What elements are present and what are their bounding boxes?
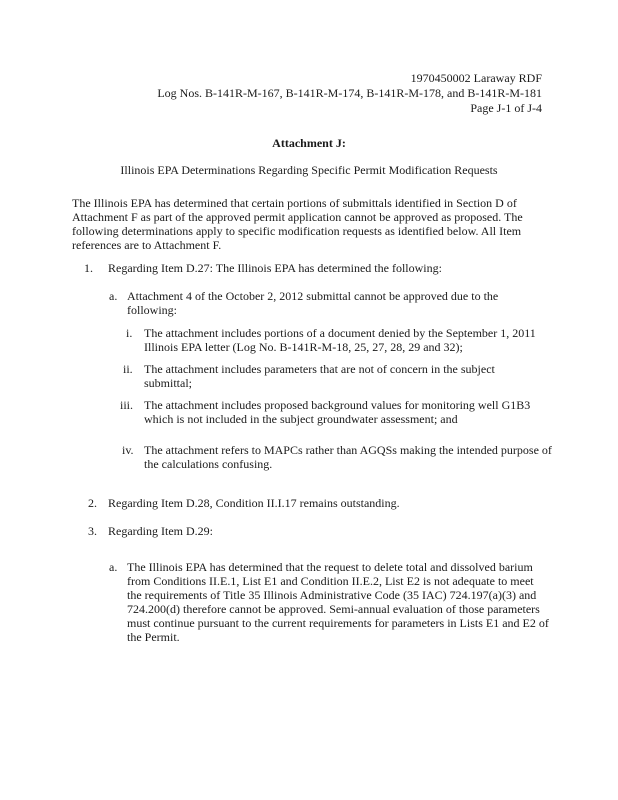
roman-number: i. <box>126 326 133 340</box>
item-text: Regarding Item D.27: The Illinois EPA has determined the following: <box>108 261 442 275</box>
subitem-number: a. <box>109 560 118 574</box>
subitem-number: a. <box>109 289 118 303</box>
roman-number: ii. <box>123 362 133 376</box>
roman-number: iii. <box>120 398 134 412</box>
roman-text: The attachment includes proposed background values for monitoring well G1B3 which is not included in the subject groundwater assessment; and <box>144 398 531 426</box>
header-page-number: Page J-1 of J-4 <box>470 101 542 115</box>
roman-text: The attachment includes parameters that are not of concern in the subject submittal; <box>144 362 495 390</box>
subitem-text: The Illinois EPA has determined that the request to delete total and dissolved barium from Conditions II.E.1, List E1 and Condition II.E.2, List E2 is not adequate to meet the requirements of Title 35 Illinois Administrative Code (35 IAC) 724.197(a)(3) and 724.200(d) therefore cannot be approved. Semi-annual evaluation of those parameters must continue pursuant to the current requirements for parameters in Lists E1 and E2 of the Permit. <box>127 560 549 644</box>
roman-text: The attachment refers to MAPCs rather than AGQSs making the intended purpose of the calculations confusing. <box>144 443 552 471</box>
item-text: Regarding Item D.28, Condition II.I.17 remains outstanding. <box>108 496 400 510</box>
item-number: 1. <box>84 261 93 275</box>
page-subtitle: Illinois EPA Determinations Regarding Specific Permit Modification Requests <box>120 163 498 177</box>
subitem-text: Attachment 4 of the October 2, 2012 submittal cannot be approved due to the following: <box>127 289 499 317</box>
header-facility: 1970450002 Laraway RDF <box>410 71 542 85</box>
item-number: 2. <box>88 496 97 510</box>
item-text: Regarding Item D.29: <box>108 524 213 538</box>
roman-text: The attachment includes portions of a document denied by the September 1, 2011 Illinois EPA letter (Log No. B-141R-M-18, 25, 27, 28, 29 and 32); <box>144 326 536 354</box>
header-log-numbers: Log Nos. B-141R-M-167, B-141R-M-174, B-141R-M-178, and B-141R-M-181 <box>157 86 542 100</box>
page-title: Attachment J: <box>272 136 346 150</box>
intro-paragraph: The Illinois EPA has determined that certain portions of submittals identified in Section D of Attachment F as part of the approved permit application cannot be approved as proposed. The following determinations apply to specific modification requests as identified below. All Item references are to Attachment F. <box>72 196 523 252</box>
item-number: 3. <box>88 524 97 538</box>
roman-number: iv. <box>122 443 134 457</box>
